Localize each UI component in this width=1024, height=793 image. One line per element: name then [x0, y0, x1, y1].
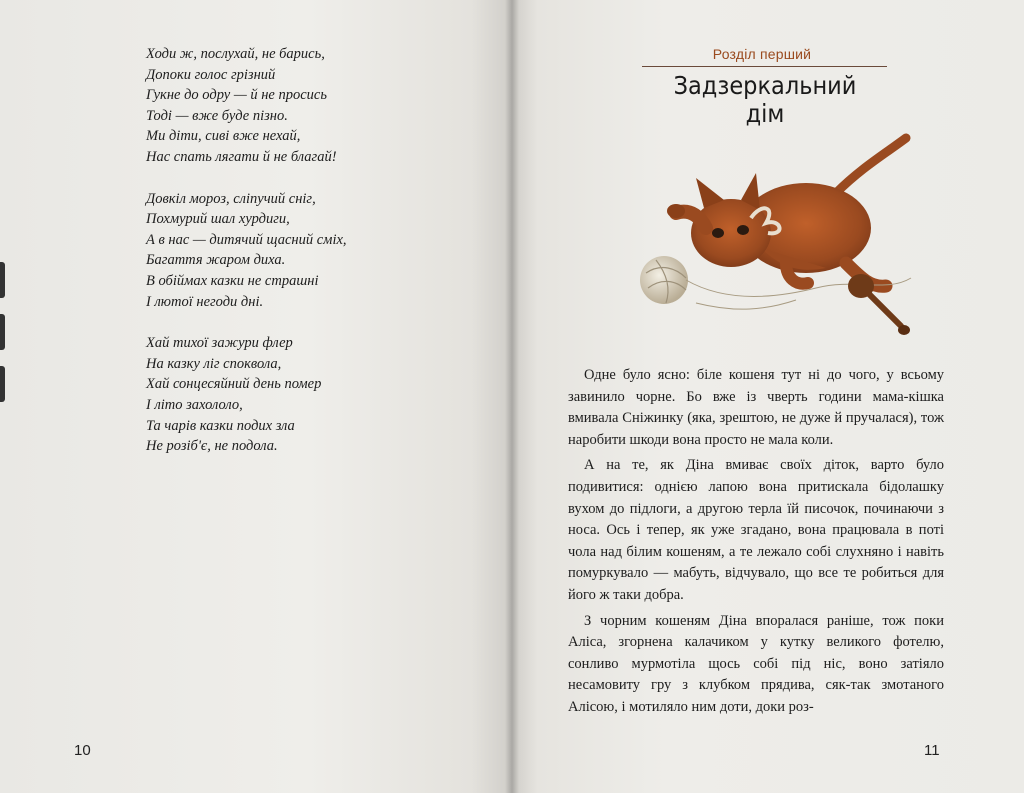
- poem-line: І літо захололо,: [146, 396, 243, 413]
- poem-line: Хай тихої зажури флер: [146, 335, 293, 352]
- paragraph: Одне було ясно: біле кошеня тут ні до чого, у всьому завинило чорне. Бо вже із чверть години мама-кішка вмивала Сніжинку (яка, зрештою, не дуже й пручалася), тож наробити шкоди вона просто не мала коли.: [568, 367, 944, 448]
- poem-line: Не розіб'є, не подола.: [146, 438, 278, 455]
- poem-line: А в нас — дитячий щасний сміх,: [146, 231, 347, 248]
- poem-line: Гукне до одру — й не просись: [146, 87, 327, 104]
- kitten-illustration: [636, 128, 916, 343]
- chapter-text: [568, 365, 944, 723]
- poem-stanza: [146, 333, 476, 457]
- poem-stanza: [146, 44, 476, 168]
- poem-line: Ми діти, сиві вже нехай,: [146, 128, 301, 145]
- paragraph: З чорним кошеням Діна впоралася раніше, тож поки Аліса, згорнена калачиком у кутку великого фотелю, сонливо мурмотіла щось собі під ніс, воно затіяло несамовиту гру з клубком прядива, сяк-так змотаного Алісою, і мотиляло ним доти, доки роз-: [568, 612, 944, 715]
- chapter-title: [653, 72, 878, 128]
- poem-line: Похмурий шал хурдиги,: [146, 211, 290, 228]
- poem-line: Тоді — вже буде пізно.: [146, 107, 288, 124]
- book-gutter: [505, 0, 519, 793]
- poem: [146, 44, 476, 478]
- poem-line: Нас спать лягати й не благай!: [146, 148, 337, 165]
- poem-line: Допоки голос грізний: [146, 66, 276, 83]
- poem-line: Хай сонцесяйний день помер: [146, 376, 322, 393]
- page-number-left: 10: [74, 742, 91, 759]
- chapter-title-line: Задзеркальний: [673, 71, 857, 100]
- page-number-right: 11: [924, 742, 940, 759]
- poem-line: На казку ліг споквола,: [146, 355, 282, 372]
- poem-line: Та чарів казки подих зла: [146, 417, 295, 434]
- chapter-label: Розділ перший: [712, 46, 812, 62]
- chapter-divider: [642, 66, 887, 67]
- paragraph: А на те, як Діна вмиває своїх діток, варто було подивитися: однією лапою вона притискала бідолашку вухом до підлоги, а другою терла їй писочок, починаючи з носа. Ось і тепер, як уже згадано, вона працювала в поті чола над білим кошеням, а те лежало собі слухняно і навіть помуркувало — мабуть, відчувало, що все те робиться для його ж таки добра.: [568, 457, 944, 603]
- poem-line: Довкіл мороз, сліпучий сніг,: [146, 190, 316, 207]
- poem-stanza: [146, 189, 476, 313]
- chapter-title-line: дім: [745, 99, 785, 128]
- poem-line: Багаття жаром диха.: [146, 252, 286, 269]
- poem-line: І лютої негоди дні.: [146, 293, 264, 310]
- page-edge-marks: [0, 262, 6, 412]
- poem-line: В обіймах казки не страшні: [146, 272, 319, 289]
- poem-line: Ходи ж, послухай, не барись,: [146, 46, 325, 62]
